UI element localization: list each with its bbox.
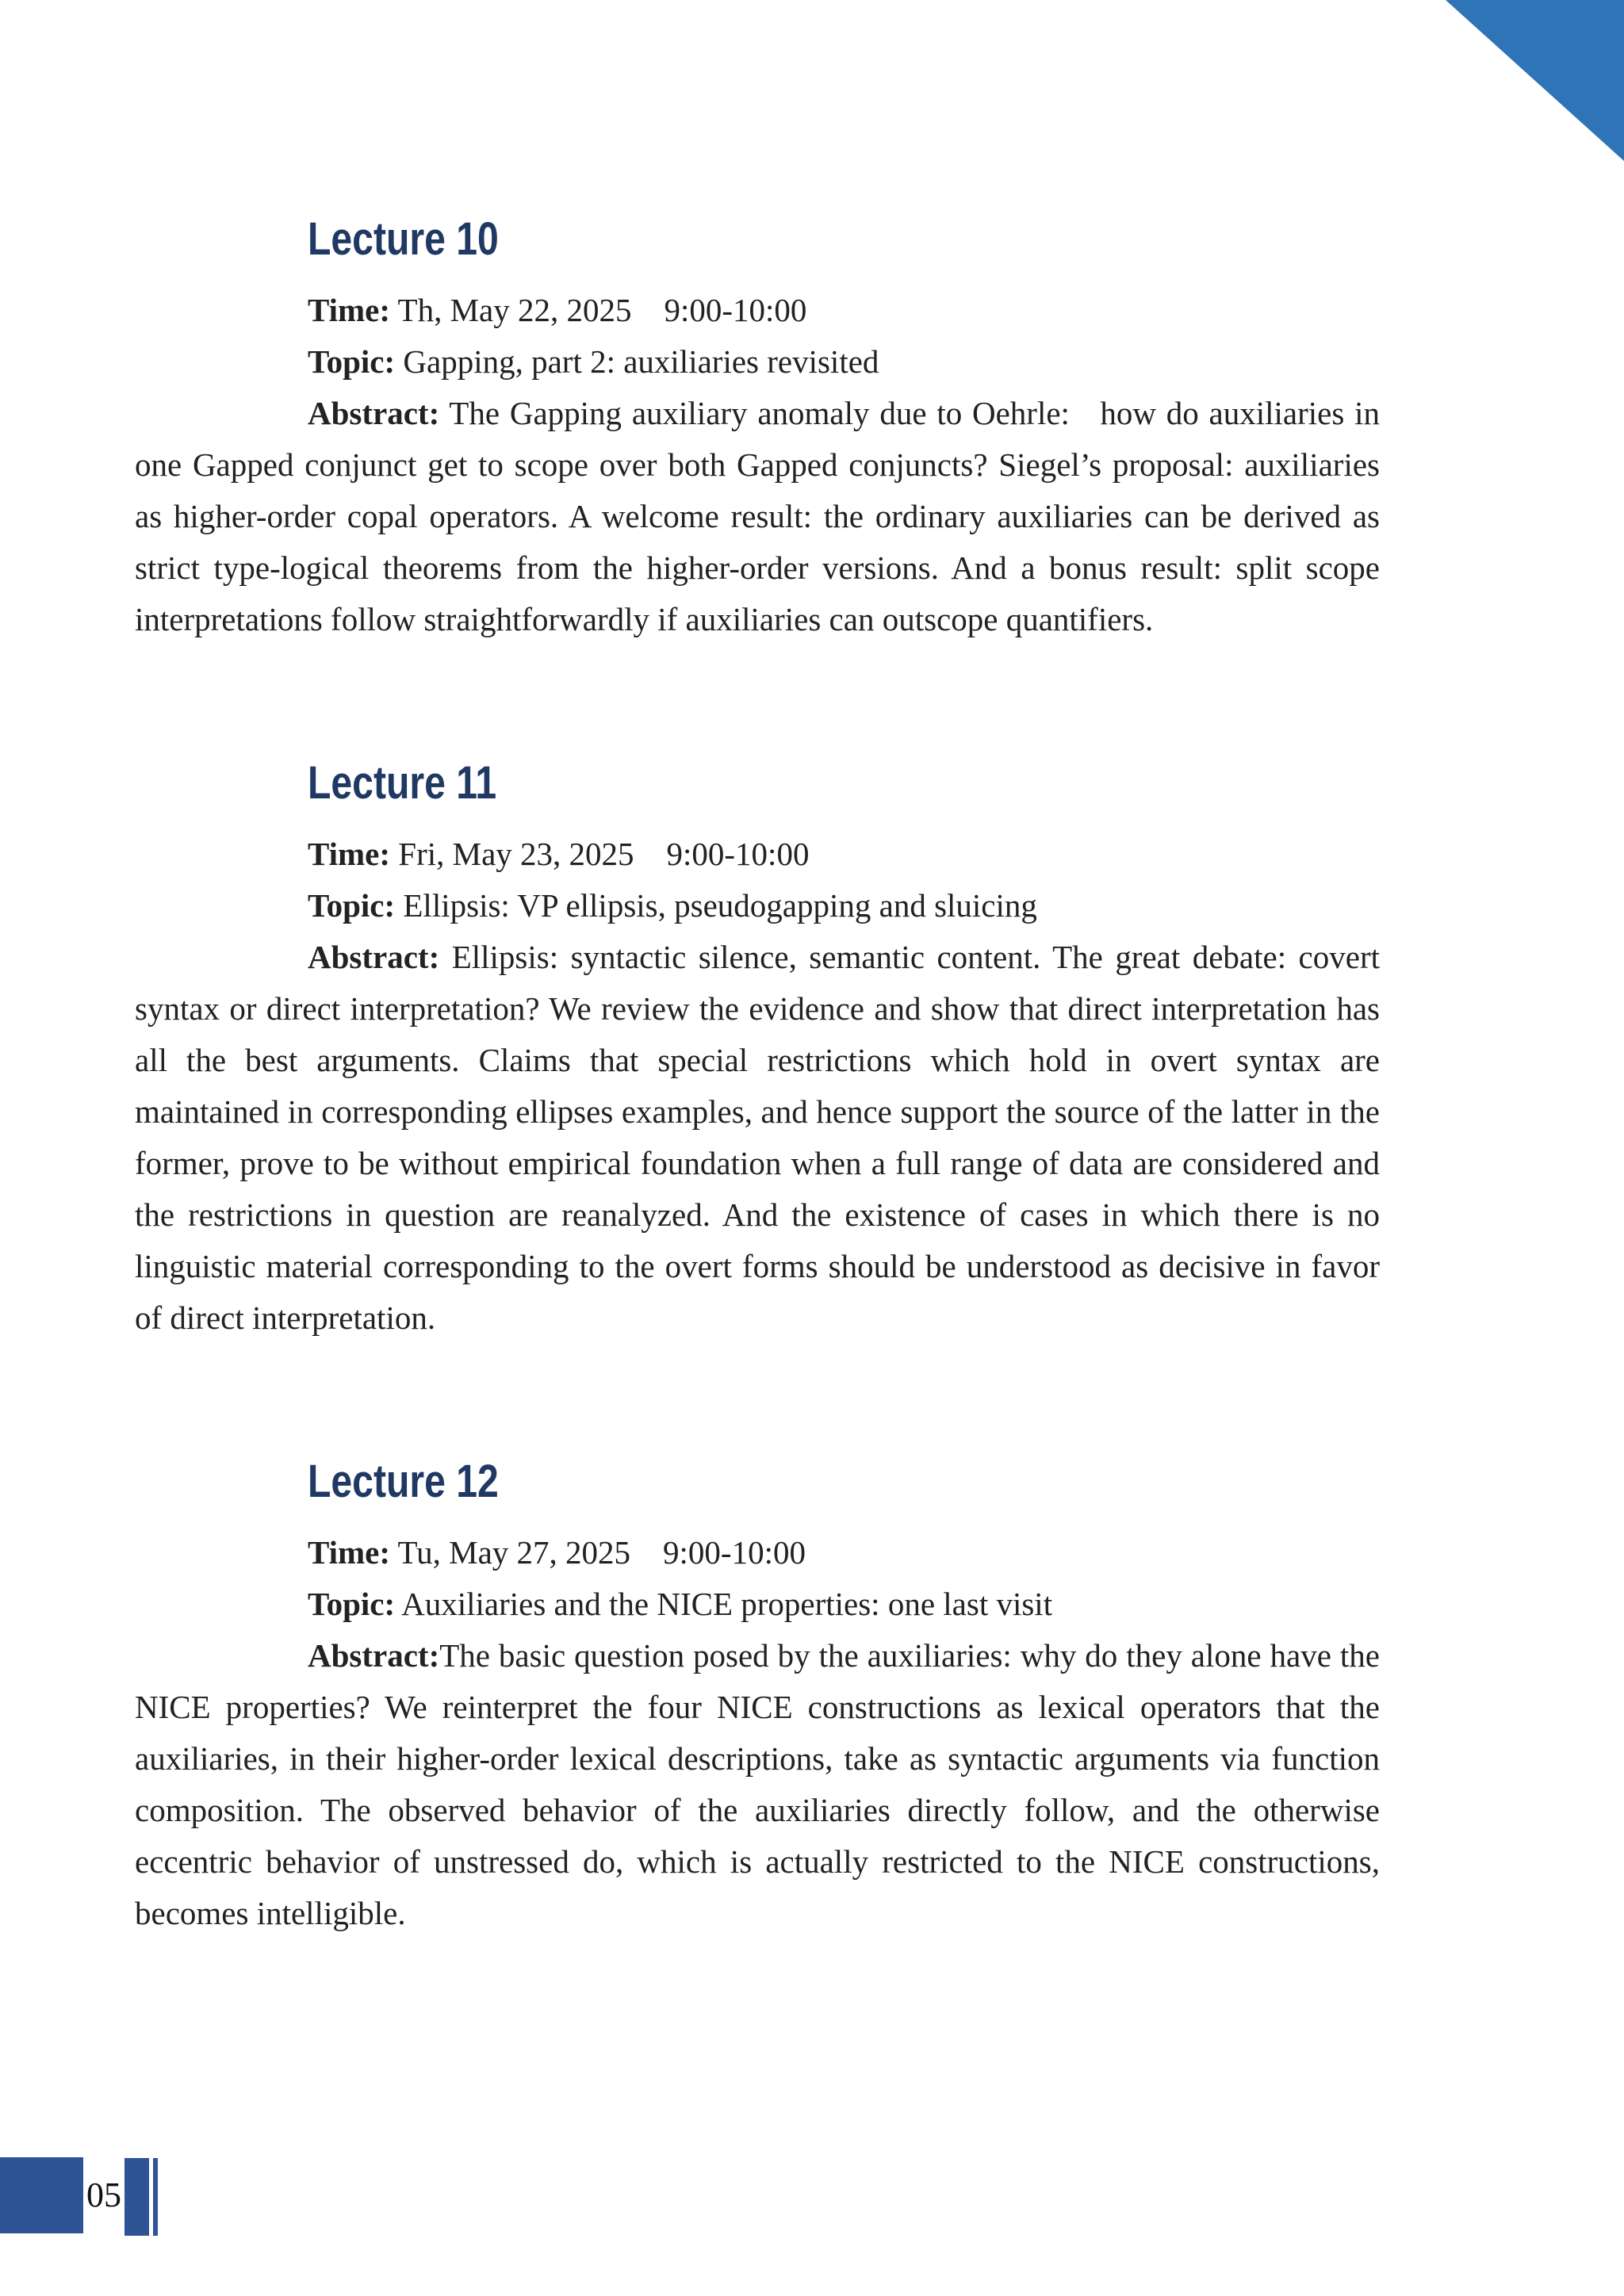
lecture-10-time-line (135, 285, 1380, 336)
lecture-11-section (135, 757, 1380, 1344)
lecture-10-topic-line (135, 336, 1380, 388)
lecture-12-abstract (135, 1630, 1380, 1939)
time-label: Time: (308, 292, 391, 328)
lecture-12-section (135, 1456, 1380, 1939)
lecture-list (135, 213, 1380, 2054)
time-value: Tu, May 27, 2025 9:00-10:00 (390, 1534, 806, 1571)
topic-value: Auxiliaries and the NICE properties: one last visit (395, 1586, 1053, 1622)
lecture-11-topic-line (135, 880, 1380, 932)
lecture-11-title: Lecture 11 (308, 757, 497, 809)
abstract-text: The Gapping auxiliary anomaly due to Oehrle: how do auxiliaries in one Gapped conjunct get to scope over both Gapped conjuncts? Siegel’s proposal: auxiliaries as higher-order copal operators. A welcome result: the ordinary auxiliaries can be derived as strict type-logical theorems from the higher-order versions. And a bonus result: split scope interpretations follow straightforwardly if auxiliaries can outscope quantifiers. (135, 395, 1380, 637)
abstract-label: Abstract: (308, 939, 440, 975)
lecture-12-time-line (135, 1527, 1380, 1578)
lecture-11-abstract (135, 932, 1380, 1344)
lecture-10-title: Lecture 10 (308, 213, 499, 265)
page-number: 05 (86, 2175, 121, 2214)
footer-accent-thin-bar (153, 2158, 158, 2236)
lecture-11-time-line (135, 828, 1380, 880)
time-value: Th, May 22, 2025 9:00-10:00 (390, 292, 807, 328)
lecture-10-section (135, 213, 1380, 645)
footer-accent-bar (124, 2158, 149, 2236)
time-value: Fri, May 23, 2025 9:00-10:00 (390, 836, 810, 872)
topic-label: Topic: (308, 1586, 396, 1622)
abstract-label: Abstract: (308, 395, 440, 431)
corner-accent-triangle (1446, 0, 1624, 161)
abstract-text: Ellipsis: syntactic silence, semantic content. The great debate: covert syntax or direct interpretation? We review the evidence and show that direct interpretation has all the best arguments. Claims that special restrictions which hold in overt syntax are maintained in corresponding ellipses examples, and hence support the source of the latter in the former, prove to be without empirical foundation when a full range of data are considered and the restrictions in question are reanalyzed. And the existence of cases in which there is no linguistic material corresponding to the overt forms should be understood as decisive in favor of direct interpretation. (135, 939, 1380, 1336)
lecture-12-topic-line (135, 1578, 1380, 1630)
time-label: Time: (308, 836, 391, 872)
topic-value: Gapping, part 2: auxiliaries revisited (395, 343, 879, 380)
topic-value: Ellipsis: VP ellipsis, pseudogapping and sluicing (395, 887, 1037, 924)
abstract-text: The basic question posed by the auxiliaries: why do they alone have the NICE properties? We reinterpret the four NICE constructions as lexical operators that the auxiliaries, in their higher-order lexical descriptions, take as syntactic arguments via function composition. The observed behavior of the auxiliaries directly follow, and the otherwise eccentric behavior of unstressed do, which is actually restricted to the NICE constructions, becomes intelligible. (135, 1637, 1380, 1931)
topic-label: Topic: (308, 343, 396, 380)
lecture-12-title: Lecture 12 (308, 1456, 499, 1507)
footer-accent-block (0, 2157, 83, 2233)
lecture-10-abstract (135, 388, 1380, 645)
abstract-label: Abstract: (308, 1637, 440, 1674)
time-label: Time: (308, 1534, 391, 1571)
topic-label: Topic: (308, 887, 396, 924)
